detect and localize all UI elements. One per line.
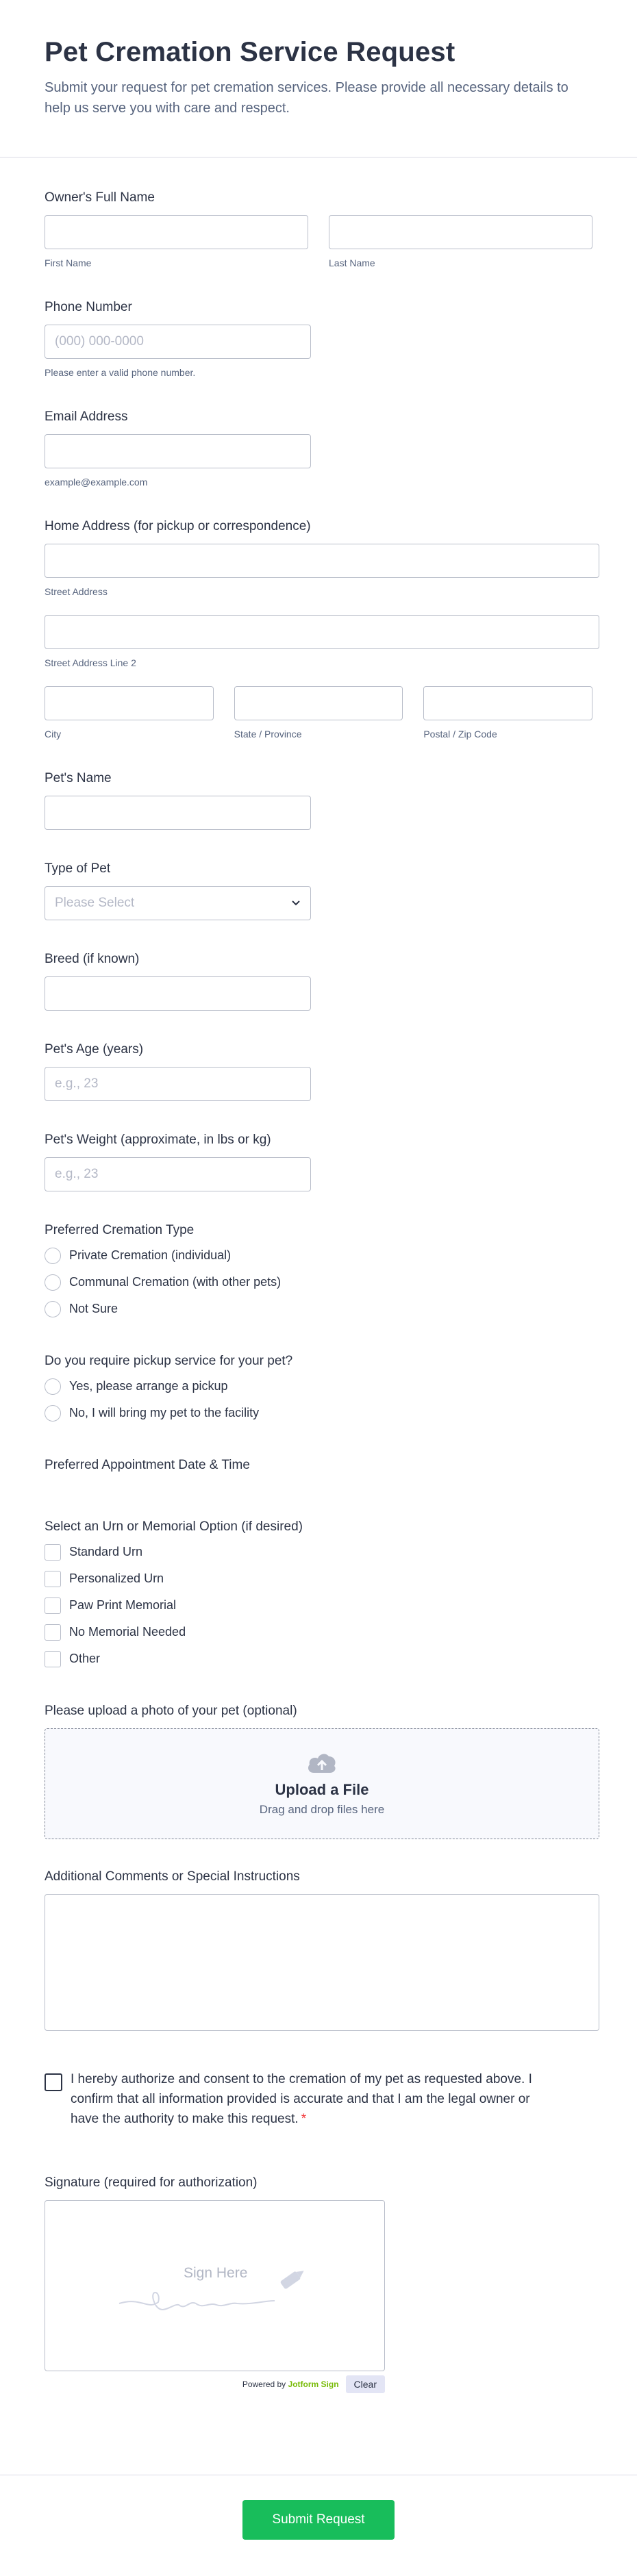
urn-option-standard[interactable] bbox=[45, 1539, 592, 1565]
cremation-option-communal[interactable] bbox=[45, 1269, 592, 1296]
first-name-sublabel: First Name bbox=[45, 257, 92, 268]
appointment-label: Preferred Appointment Date & Time bbox=[45, 1458, 250, 1472]
form-body bbox=[0, 157, 637, 2393]
radio-button[interactable] bbox=[45, 1274, 61, 1291]
last-name-sublabel: Last Name bbox=[329, 257, 375, 268]
cloud-upload-icon bbox=[305, 1751, 338, 1774]
consent-field bbox=[45, 2069, 592, 2129]
jotform-sign-brand[interactable]: Jotform Sign bbox=[288, 2379, 339, 2389]
sign-here-placeholder: Sign Here bbox=[184, 2265, 248, 2281]
zip-input[interactable] bbox=[423, 686, 592, 720]
file-upload-dropzone[interactable] bbox=[45, 1728, 599, 1839]
form-footer bbox=[0, 2475, 637, 2576]
checkbox[interactable] bbox=[45, 1544, 61, 1561]
option-label: Not Sure bbox=[69, 1302, 118, 1315]
pet-age-field bbox=[45, 1042, 592, 1101]
upload-field bbox=[45, 1704, 592, 1839]
required-asterisk: * bbox=[301, 2112, 307, 2126]
urn-option-other[interactable] bbox=[45, 1645, 592, 1672]
phone-input[interactable]: (000) 000-0000 bbox=[45, 325, 311, 359]
chevron-down-icon bbox=[291, 900, 301, 907]
option-label: Private Cremation (individual) bbox=[69, 1248, 232, 1262]
option-label: Personalized Urn bbox=[69, 1571, 164, 1585]
radio-button[interactable] bbox=[45, 1301, 61, 1317]
pet-name-field bbox=[45, 771, 592, 830]
powered-by-label: Powered by bbox=[242, 2379, 286, 2389]
phone-field bbox=[45, 300, 592, 378]
radio-button[interactable] bbox=[45, 1248, 61, 1264]
pet-weight-label: Pet's Weight (approximate, in lbs or kg) bbox=[45, 1133, 271, 1147]
cremation-option-private[interactable] bbox=[45, 1242, 592, 1269]
comments-label: Additional Comments or Special Instructions bbox=[45, 1869, 300, 1884]
checkbox[interactable] bbox=[45, 1598, 61, 1614]
upload-title: Upload a File bbox=[275, 1781, 369, 1798]
urn-option-paw-print[interactable] bbox=[45, 1592, 592, 1619]
email-sublabel: example@example.com bbox=[45, 477, 148, 488]
breed-label: Breed (if known) bbox=[45, 952, 140, 966]
email-field bbox=[45, 409, 592, 488]
option-label: Other bbox=[69, 1652, 101, 1665]
pet-type-select[interactable] bbox=[45, 886, 311, 920]
last-name-input[interactable] bbox=[329, 215, 592, 249]
option-label: Standard Urn bbox=[69, 1545, 143, 1558]
cremation-type-label: Preferred Cremation Type bbox=[45, 1223, 195, 1237]
consent-label: I hereby authorize and consent to the cremation of my pet as requested above. I confirm that all information provided is accurate and that I am the legal owner or have the authority to make this request. bbox=[71, 2072, 532, 2126]
pet-age-label: Pet's Age (years) bbox=[45, 1042, 144, 1057]
state-input[interactable] bbox=[234, 686, 403, 720]
city-input[interactable] bbox=[45, 686, 214, 720]
email-label: Email Address bbox=[45, 409, 128, 424]
checkbox[interactable] bbox=[45, 1651, 61, 1667]
address-field bbox=[45, 519, 592, 740]
zip-sublabel: Postal / Zip Code bbox=[423, 729, 497, 740]
phone-label: Phone Number bbox=[45, 300, 132, 314]
pet-type-field bbox=[45, 861, 592, 920]
owner-name-field bbox=[45, 190, 592, 268]
pickup-field bbox=[45, 1354, 592, 1426]
pickup-option-yes[interactable] bbox=[45, 1373, 592, 1400]
signature-placeholder-graphic bbox=[45, 2201, 386, 2372]
signature-field bbox=[45, 2175, 592, 2393]
appointment-field bbox=[45, 1458, 592, 1473]
submit-button[interactable]: Submit Request bbox=[242, 2500, 395, 2540]
pet-weight-field bbox=[45, 1133, 592, 1191]
option-label: Paw Print Memorial bbox=[69, 1598, 177, 1612]
option-label: Yes, please arrange a pickup bbox=[69, 1379, 228, 1393]
signature-pad[interactable] bbox=[45, 2200, 385, 2371]
radio-button[interactable] bbox=[45, 1378, 61, 1395]
cremation-option-not-sure[interactable] bbox=[45, 1296, 592, 1322]
option-label: Communal Cremation (with other pets) bbox=[69, 1275, 282, 1289]
upload-label: Please upload a photo of your pet (optional) bbox=[45, 1704, 297, 1718]
email-input[interactable] bbox=[45, 434, 311, 468]
pet-weight-input[interactable]: e.g., 23 bbox=[45, 1157, 311, 1191]
breed-field bbox=[45, 952, 592, 1011]
state-sublabel: State / Province bbox=[234, 729, 302, 740]
pet-type-placeholder: Please Select bbox=[55, 896, 135, 910]
consent-text bbox=[71, 2069, 551, 2129]
urn-option-none[interactable] bbox=[45, 1619, 592, 1645]
owner-name-label: Owner's Full Name bbox=[45, 190, 155, 205]
urn-option-personalized[interactable] bbox=[45, 1565, 592, 1592]
pet-age-input[interactable]: e.g., 23 bbox=[45, 1067, 311, 1101]
street-address-line2-input[interactable] bbox=[45, 615, 599, 649]
powered-by-text bbox=[242, 2379, 339, 2389]
form-description: Submit your request for pet cremation services. Please provide all necessary details to help us serve you with care and respect. bbox=[45, 80, 569, 116]
comments-field bbox=[45, 1869, 592, 2031]
first-name-input[interactable] bbox=[45, 215, 308, 249]
address-label: Home Address (for pickup or correspondence) bbox=[45, 519, 311, 533]
radio-button[interactable] bbox=[45, 1405, 61, 1422]
pet-name-label: Pet's Name bbox=[45, 771, 112, 785]
clear-signature-button[interactable]: Clear bbox=[346, 2375, 385, 2393]
phone-sublabel: Please enter a valid phone number. bbox=[45, 367, 196, 378]
form-header bbox=[0, 0, 637, 157]
signature-footer bbox=[45, 2375, 385, 2393]
street-address-sublabel: Street Address bbox=[45, 586, 108, 597]
urn-label: Select an Urn or Memorial Option (if desired) bbox=[45, 1519, 303, 1534]
urn-field bbox=[45, 1519, 592, 1672]
option-label: No, I will bring my pet to the facility bbox=[69, 1406, 260, 1419]
pet-name-input[interactable] bbox=[45, 796, 311, 830]
cremation-type-field bbox=[45, 1223, 592, 1322]
form-title: Pet Cremation Service Request bbox=[45, 37, 455, 67]
comments-textarea[interactable] bbox=[45, 1894, 599, 2031]
street-address-input[interactable] bbox=[45, 544, 599, 578]
pickup-option-no[interactable] bbox=[45, 1400, 592, 1426]
pet-type-label: Type of Pet bbox=[45, 861, 111, 876]
consent-checkbox-row[interactable] bbox=[45, 2069, 551, 2129]
consent-checkbox[interactable] bbox=[45, 2073, 62, 2091]
pickup-label: Do you require pickup service for your pet? bbox=[45, 1354, 293, 1368]
street-address-line2-sublabel: Street Address Line 2 bbox=[45, 657, 136, 668]
city-sublabel: City bbox=[45, 729, 62, 740]
breed-input[interactable] bbox=[45, 976, 311, 1011]
checkbox[interactable] bbox=[45, 1571, 61, 1587]
checkbox[interactable] bbox=[45, 1624, 61, 1641]
option-label: No Memorial Needed bbox=[69, 1625, 186, 1639]
upload-description: Drag and drop files here bbox=[259, 1803, 385, 1816]
signature-label: Signature (required for authorization) bbox=[45, 2175, 258, 2190]
